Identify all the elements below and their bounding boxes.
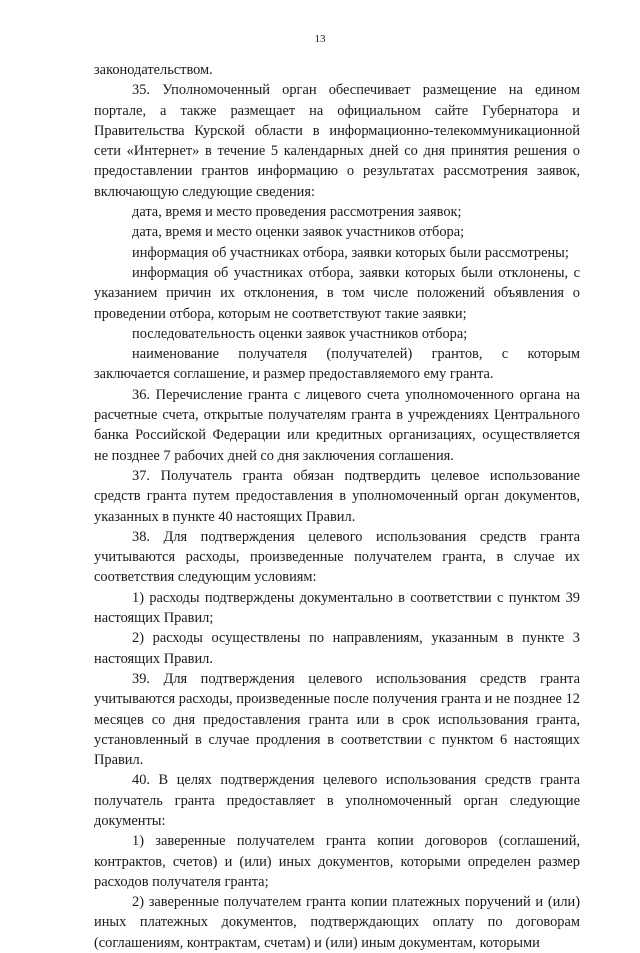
paragraph-37: 37. Получатель гранта обязан подтвердить целевое использование средств гранта путем предоставления в уполномоченный орган документов, указанных в пункте 40 настоящих Правил. (94, 467, 580, 525)
paragraph-continuation: законодательством. (94, 62, 213, 78)
paragraph-36: 36. Перечисление гранта с лицевого счета уполномоченного органа на расчетные счета, открытые получателям гранта в учреждениях Центрального банка Российской Федерации или кредитных организациях, осуществляется не позднее 7 рабочих дней со дня заключения соглашения. (94, 386, 580, 464)
list-item-rejected-participants: информация об участниках отбора, заявки которых были отклонены, с указанием причин их отклонения, в том числе положений объявления о проведении отбора, которым не соответствуют такие заявки; (94, 264, 580, 322)
paragraph-38-item-1: 1) расходы подтверждены документально в соответствии с пунктом 39 настоящих Правил; (94, 589, 580, 627)
paragraph-38-item-2: 2) расходы осуществлены по направлениям, указанным в пункте 3 настоящих Правил. (94, 630, 580, 667)
paragraph-40: 40. В целях подтверждения целевого использования средств гранта получатель гранта предоставляет в уполномоченный орган следующие документы: (94, 772, 580, 829)
paragraph-35: 35. Уполномоченный орган обеспечивает размещение на едином портале, а также размещает на официальном сайте Губернатора и Правительства Курской области в информационно-телекоммуникационной сети «Интернет» в течение 5 календарных дней со дня принятия решения о предоставлении грантов информацию о результатах рассмотрения заявок, включающую следующие сведения: (94, 82, 580, 200)
page-number: 13 (314, 33, 326, 45)
list-item-evaluation-order: последовательность оценки заявок участников отбора; (132, 325, 468, 342)
list-item-review-date: дата, время и место проведения рассмотрения заявок; (132, 204, 462, 221)
paragraph-38: 38. Для подтверждения целевого использования средств гранта учитываются расходы, произведенные получателем гранта, в случае их соответствия следующим условиям: (94, 528, 580, 586)
list-item-reviewed-participants: информация об участниках отбора, заявки которых были рассмотрены; (132, 244, 569, 261)
list-item-evaluation-date: дата, время и место оценки заявок участников отбора; (132, 224, 465, 241)
paragraph-40-item-1: 1) заверенные получателем гранта копии договоров (соглашений, контрактов, счетов) и (или) иных документов, которыми определен размер расходов получателя гранта; (94, 833, 580, 890)
document-body (94, 60, 580, 953)
paragraph-39: 39. Для подтверждения целевого использования средств гранта учитываются расходы, произведенные после получения гранта и не позднее 12 месяцев со дня предоставления гранта или в срок использования гранта, установленный в случае продления в соответствии с пунктом 6 настоящих Правил. (94, 670, 580, 769)
paragraph-40-item-2: 2) заверенные получателем гранта копии платежных поручений и (или) иных платежных документов, подтверждающих оплату по договорам (соглашениям, контрактам, счетам) и (или) иным документам, которыми (94, 894, 580, 951)
list-item-recipient-name: наименование получателя (получателей) грантов, с которым заключается соглашение, и размер предоставляемого ему гранта. (94, 346, 580, 383)
